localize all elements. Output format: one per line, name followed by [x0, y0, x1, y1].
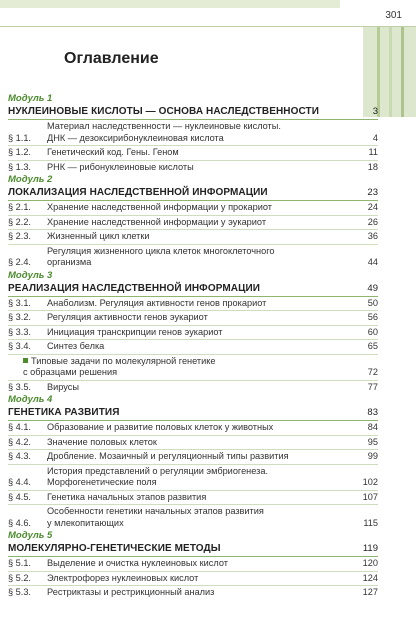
section-page: 95 — [367, 436, 378, 447]
section-title-line — [47, 217, 348, 229]
section-title-line — [47, 147, 348, 159]
module-heading[interactable] — [8, 542, 378, 555]
section-number: § 2.1. — [8, 202, 31, 212]
toc-entry[interactable] — [8, 451, 378, 463]
section-title-line — [47, 246, 348, 258]
entry-divider — [8, 145, 378, 146]
section-number: § 4.5. — [8, 491, 31, 502]
entry-divider — [8, 380, 378, 381]
section-title-text: Регуляция жизненного цикла клеток многоклеточного — [47, 245, 275, 256]
section-page: 84 — [367, 422, 378, 432]
module-heading-text: ЛОКАЛИЗАЦИЯ НАСЛЕДСТВЕННОЙ ИНФОРМАЦИИ — [8, 187, 268, 198]
top-rule — [0, 26, 416, 27]
section-number: § 4.3. — [8, 451, 31, 461]
section-page: 24 — [367, 202, 378, 212]
section-page: 72 — [367, 367, 378, 377]
section-title-text: организма — [47, 257, 92, 267]
entry-divider — [8, 490, 378, 491]
entry-divider — [8, 325, 378, 326]
section-title-line — [47, 257, 348, 269]
module-label: Модуль 5 — [8, 530, 53, 541]
sidebar-stripe — [401, 27, 404, 117]
section-number: § 3.2. — [8, 312, 31, 322]
section-page: 44 — [367, 257, 378, 267]
entry-divider — [8, 339, 378, 340]
toc-entry[interactable] — [8, 422, 378, 434]
entry-divider — [8, 435, 378, 436]
section-title-text: Электрофорез нуклеиновых кислот — [47, 572, 199, 583]
section-title — [47, 312, 348, 324]
entry-divider — [8, 354, 378, 355]
section-title-text: у млекопитающих — [47, 517, 124, 528]
section-title-line — [47, 558, 348, 570]
section-page: 102 — [362, 477, 378, 487]
section-number: § 4.4. — [8, 477, 31, 487]
section-page: 65 — [367, 341, 378, 351]
entry-divider — [8, 160, 378, 161]
section-title-text: Рестриктазы и рестрикционный анализ — [47, 587, 215, 597]
toc-entry[interactable] — [8, 573, 378, 585]
section-title-line — [47, 382, 348, 394]
section-title — [47, 162, 348, 174]
toc-entry[interactable] — [8, 506, 378, 529]
section-title-text: с образцами решения — [23, 367, 118, 377]
section-page: 77 — [367, 381, 378, 392]
section-title-line — [47, 162, 348, 174]
module-heading[interactable] — [8, 282, 378, 295]
section-number: § 4.6. — [8, 517, 31, 528]
section-number: § 1.2. — [8, 147, 31, 157]
section-number: § 1.3. — [8, 161, 31, 172]
section-title — [47, 202, 348, 214]
toc-entry[interactable] — [8, 437, 378, 449]
section-title-line — [47, 202, 348, 214]
entry-divider — [8, 215, 378, 216]
section-title-line — [47, 121, 348, 133]
section-number: § 2.3. — [8, 231, 31, 241]
section-title-line — [47, 477, 348, 489]
section-title-text: Жизненный цикл клетки — [47, 231, 150, 241]
module-heading-page: 3 — [372, 106, 378, 117]
section-title — [47, 382, 348, 394]
section-number: § 5.1. — [8, 558, 31, 568]
section-title — [47, 422, 348, 434]
module-heading-text: МОЛЕКУЛЯРНО-ГЕНЕТИЧЕСКИЕ МЕТОДЫ — [8, 543, 221, 554]
entry-divider — [8, 244, 378, 245]
section-title — [47, 558, 348, 570]
section-title-line — [47, 587, 348, 599]
section-number: § 4.2. — [8, 436, 31, 447]
toc-entry[interactable] — [8, 217, 378, 229]
section-title — [47, 437, 348, 449]
section-title-line — [47, 133, 348, 145]
section-title-line — [47, 573, 348, 585]
section-title-text: История представлений о регуляции эмбриогенеза. — [47, 465, 269, 476]
section-page: 60 — [367, 326, 378, 337]
section-title-line — [47, 327, 348, 339]
section-title — [47, 451, 348, 463]
section-title-line — [47, 312, 348, 324]
section-title-line — [47, 451, 348, 463]
section-title — [47, 147, 348, 159]
section-title-line — [47, 422, 348, 434]
module-heading-text: НУКЛЕИНОВЫЕ КИСЛОТЫ — ОСНОВА НАСЛЕДСТВЕННОСТИ — [8, 106, 320, 117]
page-number: 301 — [385, 10, 402, 21]
section-title-text: Хранение наследственной информации у эукариот — [47, 216, 267, 227]
section-page: 56 — [367, 312, 378, 322]
section-title-text: Анаболизм. Регуляция активности генов прокариот — [47, 297, 267, 308]
toc-entry[interactable] — [8, 246, 378, 269]
section-title — [47, 573, 348, 585]
section-title-text: Особенности генетики начальных этапов развития — [47, 506, 264, 516]
section-title — [47, 492, 348, 504]
toc-entry[interactable] — [8, 558, 378, 570]
section-number: § 3.5. — [8, 381, 31, 392]
section-page: 120 — [362, 558, 378, 568]
section-number: § 2.2. — [8, 216, 31, 227]
section-number: § 5.3. — [8, 587, 31, 597]
module-heading-page: 23 — [367, 187, 378, 198]
section-title — [47, 246, 348, 269]
toc-entry[interactable] — [8, 312, 378, 324]
section-number: § 2.4. — [8, 257, 31, 267]
module-label: Модуль 4 — [8, 394, 53, 405]
section-title-text: Выделение и очистка нуклеиновых кислот — [47, 558, 228, 568]
module-heading[interactable] — [8, 406, 378, 419]
section-page: 124 — [362, 572, 378, 583]
section-title — [47, 587, 348, 599]
section-title — [47, 466, 348, 489]
section-page: 11 — [368, 147, 378, 157]
section-page: 107 — [362, 491, 378, 502]
section-title-line — [47, 231, 348, 243]
section-title-line — [47, 518, 348, 530]
section-title-text: Вирусы — [47, 381, 79, 392]
module-heading[interactable] — [8, 186, 378, 199]
section-title-line — [47, 341, 348, 353]
toc-entry[interactable] — [8, 341, 378, 353]
toc-entry[interactable] — [8, 382, 378, 394]
section-title-line — [47, 437, 348, 449]
section-number: § 1.1. — [8, 132, 31, 143]
section-title-text: Типовые задачи по молекулярной генетике — [31, 355, 216, 366]
sidebar-stripe — [389, 27, 392, 117]
section-title — [47, 327, 348, 339]
section-title-line — [47, 492, 348, 504]
section-title-text: Инициация транскрипции генов эукариот — [47, 326, 223, 337]
toc-entry[interactable] — [8, 587, 378, 599]
module-gap — [8, 599, 378, 600]
section-page: 26 — [367, 216, 378, 227]
section-title-line — [23, 367, 348, 379]
section-number: § 3.1. — [8, 297, 31, 308]
module-label: Модуль 1 — [8, 93, 53, 104]
page-title: Оглавление — [64, 50, 159, 67]
module-heading-page: 83 — [367, 407, 378, 418]
section-title — [8, 356, 348, 379]
section-title — [47, 341, 348, 353]
toc-entry[interactable] — [8, 231, 378, 243]
toc-entry[interactable] — [8, 466, 378, 489]
square-bullet-icon — [23, 358, 28, 363]
toc-entry[interactable] — [8, 327, 378, 339]
section-title — [47, 231, 348, 243]
toc-entry[interactable] — [8, 121, 378, 144]
entry-divider — [8, 464, 378, 465]
module-label: Модуль 2 — [8, 174, 53, 185]
section-title — [47, 506, 348, 529]
section-number: § 5.2. — [8, 572, 31, 583]
section-title-line — [47, 298, 348, 310]
section-title-line — [23, 356, 348, 368]
entry-divider — [8, 310, 378, 311]
section-page: 4 — [372, 132, 378, 143]
module-heading-page: 49 — [367, 282, 378, 294]
section-title — [47, 217, 348, 229]
section-page: 36 — [367, 231, 378, 241]
top-band — [0, 0, 416, 26]
section-page: 99 — [367, 451, 378, 461]
top-color-band — [0, 0, 340, 8]
entry-divider — [8, 571, 378, 572]
section-title-line — [47, 506, 348, 518]
section-title-text: Дробление. Мозаичный и регуляционный типы развития — [47, 451, 289, 461]
entry-divider — [8, 504, 378, 505]
section-title-line — [47, 466, 348, 478]
section-title-text: Морфогенетические поля — [47, 477, 157, 487]
toc-entry[interactable] — [8, 147, 378, 159]
toc-entry[interactable] — [8, 356, 378, 379]
entry-divider — [8, 585, 378, 586]
module-heading-text: РЕАЛИЗАЦИЯ НАСЛЕДСТВЕННОЙ ИНФОРМАЦИИ — [8, 282, 261, 294]
module-heading-page: 119 — [362, 543, 378, 554]
section-page: 18 — [367, 161, 378, 172]
section-title-text: Хранение наследственной информации у прокариот — [47, 202, 272, 212]
section-title-text: Регуляция активности генов эукариот — [47, 312, 208, 322]
section-number: § 3.3. — [8, 326, 31, 337]
section-number: § 3.4. — [8, 341, 31, 351]
section-title-text: ДНК — дезоксирибонуклеиновая кислота — [47, 132, 224, 143]
module-heading[interactable] — [8, 105, 378, 118]
toc-entry[interactable] — [8, 162, 378, 174]
section-title-text: Генетика начальных этапов развития — [47, 491, 207, 502]
module-heading-text: ГЕНЕТИКА РАЗВИТИЯ — [8, 407, 120, 418]
toc-entry[interactable] — [8, 298, 378, 310]
module-label: Модуль 3 — [8, 269, 53, 281]
toc-entry[interactable] — [8, 202, 378, 214]
section-title-text: Образование и развитие половых клеток у животных — [47, 422, 274, 432]
entry-divider — [8, 229, 378, 230]
section-title-text: Значение половых клеток — [47, 436, 157, 447]
section-page: 50 — [367, 297, 378, 308]
entry-divider — [8, 449, 378, 450]
table-of-contents — [8, 93, 378, 600]
section-number: § 4.1. — [8, 422, 31, 432]
section-title-text: РНК — рибонуклеиновые кислоты — [47, 161, 194, 172]
section-page: 127 — [362, 587, 378, 597]
section-title-text: Материал наследственности — нуклеиновые кислоты. — [47, 121, 281, 131]
section-title-text: Генетический код. Гены. Геном — [47, 147, 179, 157]
section-title-text: Синтез белка — [47, 341, 105, 351]
section-title — [47, 298, 348, 310]
section-page: 115 — [363, 517, 378, 528]
toc-entry[interactable] — [8, 492, 378, 504]
section-title — [47, 121, 348, 144]
